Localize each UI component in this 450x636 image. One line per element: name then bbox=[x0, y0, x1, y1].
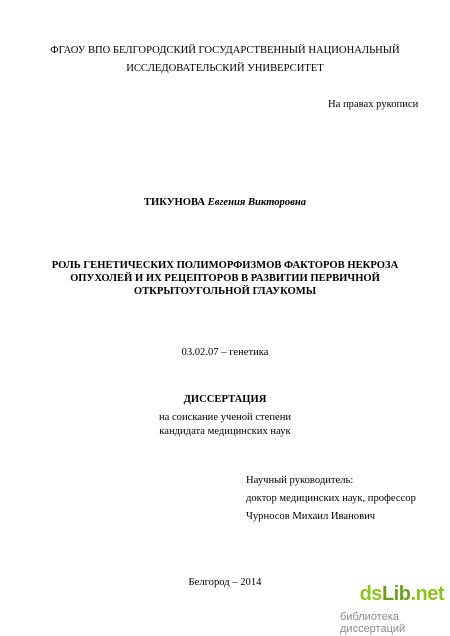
watermark-logo-lib: Lib bbox=[381, 583, 411, 605]
degree-line-1: на соискание ученой степени bbox=[158, 412, 292, 423]
university-name-line-1: ФГАОУ ВПО БЕЛГОРОДСКИЙ ГОСУДАРСТВЕННЫЙ НАЦИОНАЛЬНЫЙ bbox=[50, 45, 400, 56]
author-surname: ТИКУНОВА bbox=[143, 197, 206, 208]
watermark-caption: библиотека диссертаций bbox=[340, 611, 406, 635]
watermark bbox=[340, 583, 448, 633]
manuscript-note: На правах рукописи bbox=[328, 99, 419, 110]
author-name bbox=[0, 196, 450, 210]
watermark-logo bbox=[360, 583, 444, 606]
author-given-names: Евгения Викторовна bbox=[207, 197, 307, 208]
supervisor-title: доктор медицинских наук, профессор bbox=[246, 493, 416, 504]
place-year: Белгород – 2014 bbox=[188, 577, 262, 588]
supervisor-name: Чурносов Михаил Иванович bbox=[246, 511, 376, 522]
watermark-logo-ds: ds bbox=[359, 583, 382, 605]
supervisor-label: Научный руководитель: bbox=[246, 475, 354, 486]
dissertation-title-line-3: ОТКРЫТОУГОЛЬНОЙ ГЛАУКОМЫ bbox=[133, 286, 317, 297]
specialty-code: 03.02.07 – генетика bbox=[181, 347, 269, 358]
watermark-logo-net: .net bbox=[410, 583, 444, 605]
university-name-line-2: ИССЛЕДОВАТЕЛЬСКИЙ УНИВЕРСИТЕТ bbox=[126, 63, 324, 74]
dissertation-title-line-2: ОПУХОЛЕЙ И ИХ РЕЦЕПТОРОВ В РАЗВИТИИ ПЕРВИЧНОЙ bbox=[70, 273, 380, 284]
dissertation-title-line-1: РОЛЬ ГЕНЕТИЧЕСКИХ ПОЛИМОРФИЗМОВ ФАКТОРОВ НЕКРОЗА bbox=[51, 260, 399, 271]
degree-line-2: кандидата медицинских наук bbox=[159, 426, 291, 437]
document-type: ДИССЕРТАЦИЯ bbox=[183, 394, 267, 405]
